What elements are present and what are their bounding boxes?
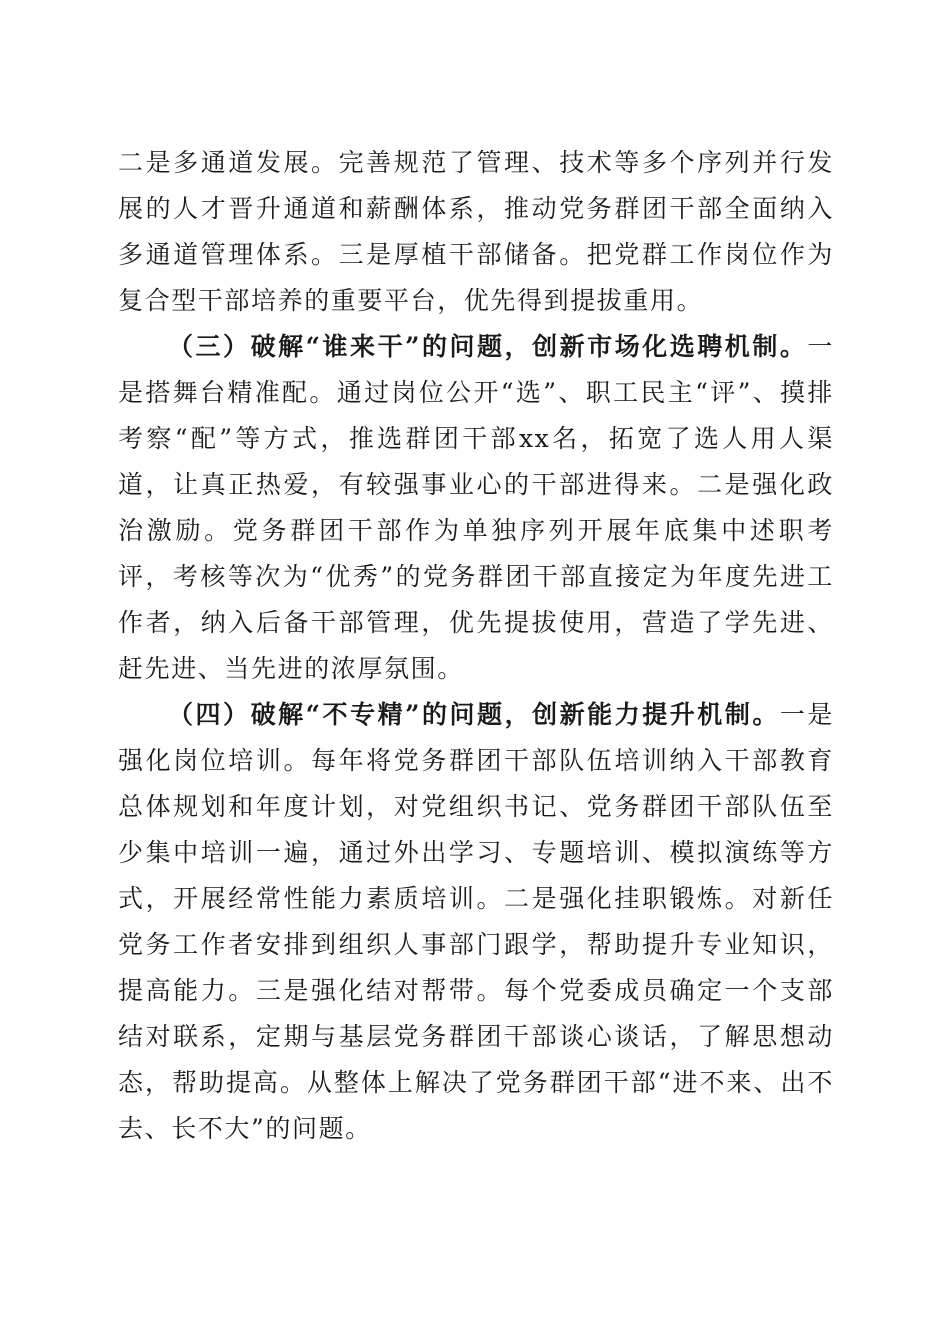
paragraph-body: 一是强化岗位培训。每年将党务群团干部队伍培训纳入干部教育总体规划和年度计划，对党组织书记、党务群团干部队伍至少集中培训一遍，通过外出学习、专题培训、模拟演练等方式，开展经常性能力素质培训。二是强化挂职锻炼。对新任党务工作者安排到组织人事部门跟学，帮助提升专业知识，提高能力。三是强化结对帮带。每个党委成员确定一个支部结对联系，定期与基层党务群团干部谈心谈话，了解思想动态，帮助提高。从整体上解决了党务群团干部“进不来、出不去、长不大”的问题。 — [118, 700, 835, 1143]
paragraph-channels — [118, 140, 834, 324]
document-page — [118, 140, 834, 1152]
section-heading-3: （三）破解“谁来干”的问题，创新市场化选聘机制。 — [168, 332, 808, 361]
section-heading-4: （四）破解“不专精”的问题，创新能力提升机制。 — [168, 700, 780, 729]
paragraph-recruitment — [118, 324, 834, 692]
paragraph-body: 二是多通道发展。完善规范了管理、技术等多个序列并行发展的人才晋升通道和薪酬体系，推动党务群团干部全面纳入多通道管理体系。三是厚植干部储备。把党群工作岗位作为复合型干部培养的重要平台，优先得到提拔重用。 — [118, 148, 834, 315]
paragraph-capability — [118, 692, 834, 1152]
paragraph-body: 一是搭舞台精准配。通过岗位公开“选”、职工民主“评”、摸排考察“配”等方式，推选群团干部xx名，拓宽了选人用人渠道，让真正热爱，有较强事业心的干部进得来。二是强化政治激励。党务群团干部作为单独序列开展年底集中述职考评，考核等次为“优秀”的党务群团干部直接定为年度先进工作者，纳入后备干部管理，优先提拔使用，营造了学先进、赶先进、当先进的浓厚氛围。 — [118, 332, 834, 683]
